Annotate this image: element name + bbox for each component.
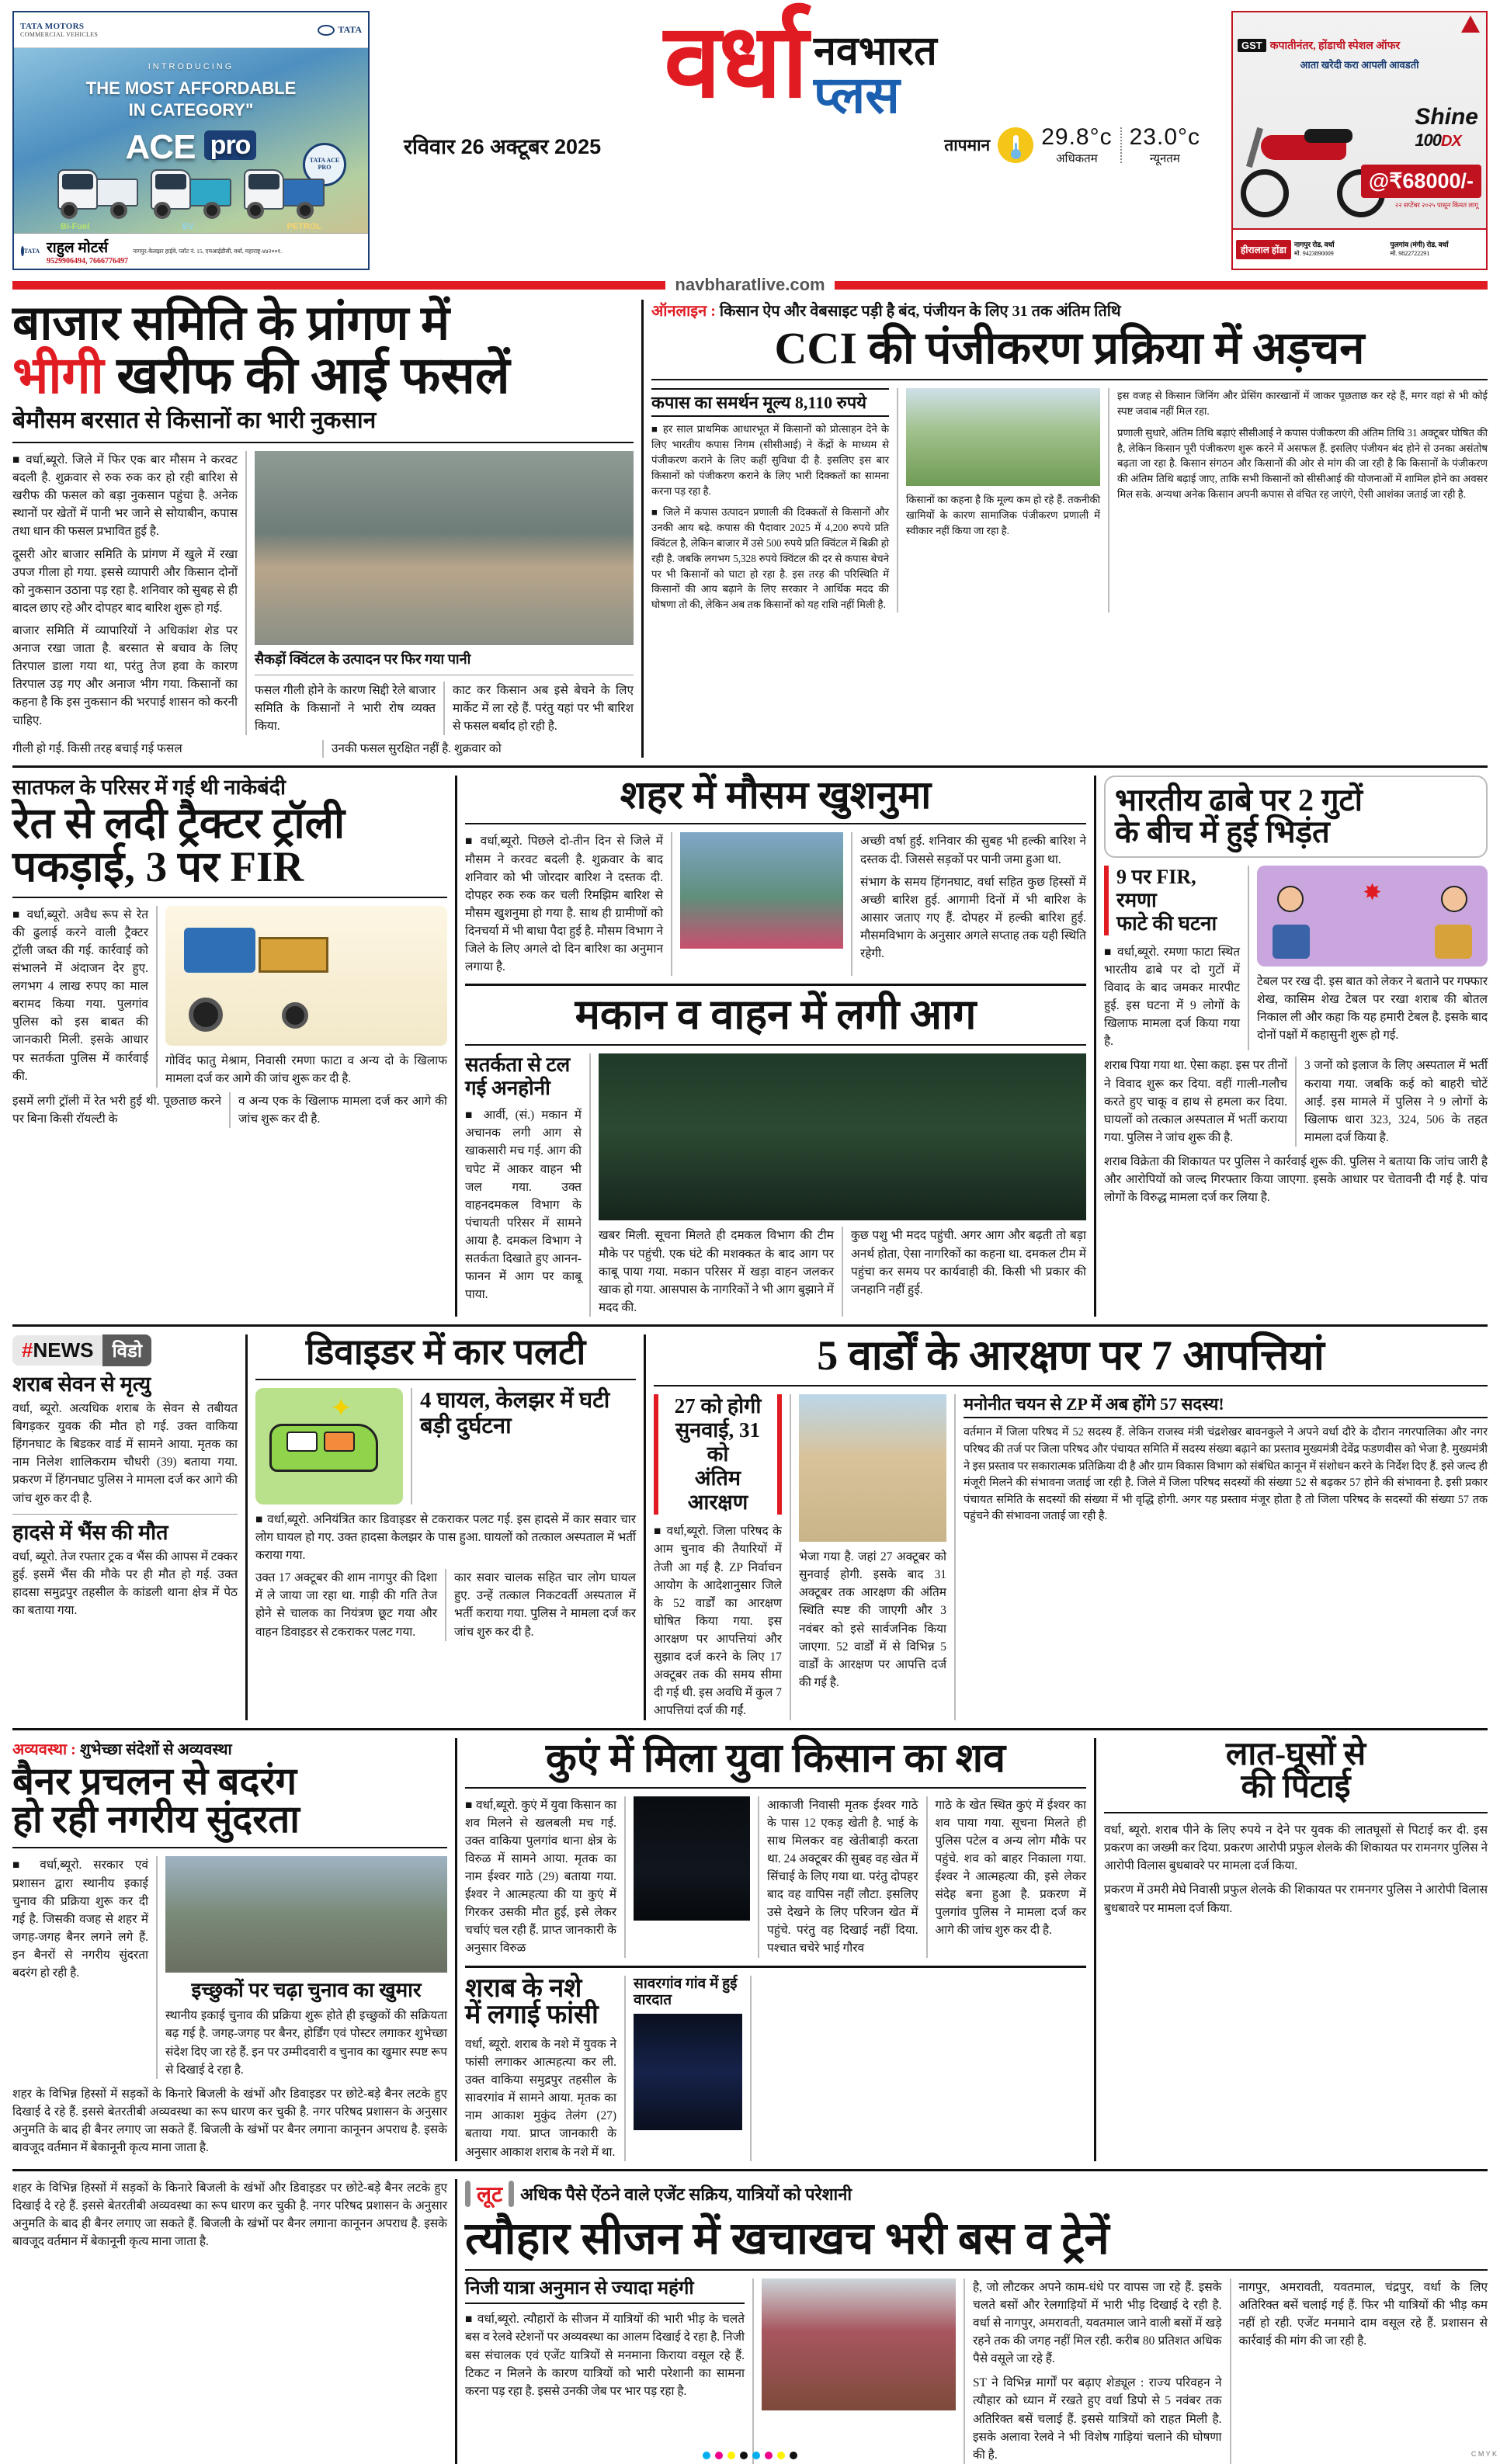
honda-price-note: २२ सप्टेंबर २०२५ पासून किंमत लागू [1394, 201, 1478, 209]
lead-para-5: काट कर किसान अब इसे बेचने के लिए मार्केट में ला रहे हैं. परंतु यहां पर भी बारिश से फसल बर्बाद हो रही है. [453, 684, 634, 734]
banner-para-4: शहर के विभिन्न हिस्सों में सड़कों के किनारे बिजली के खंभों और डिवाइडर पर छोटे-बड़े बैनर लटके हुए दिखाई दे रहे हैं. इससे बेतरतीबी अव्यवस्था का रूप धारण कर चुकी है. नगर परिषद प्रशासन के अनुसार अनुमति के बाद ही बैनर लगाए जा सकते हैं. बिजली के खंभों पर बैनर लगाना कानूनन अपराध है. इसके बावजूद वर्तमान में बेकानूनी कृत्य माना जाता है. [12, 2087, 447, 2155]
photo-rain-umbrella [680, 832, 843, 949]
ad-product-name: ACE [125, 128, 196, 166]
tata-mark [318, 24, 362, 36]
masthead [0, 0, 1500, 270]
news-item-1-title: शराब सेवन से मृत्यु [12, 1372, 151, 1396]
honda-offer-text: कपातीनंतर, होंडाची स्पेशल ऑफर [1269, 40, 1401, 52]
story-festival-travel [465, 2179, 1488, 2464]
festival-headline: त्यौहार सीजन में खचाखच भरी बस व ट्रेनें [465, 2212, 1109, 2264]
registration-marks [703, 2452, 797, 2459]
logo-plus: प्लस [814, 66, 900, 124]
tata-mark-label: TATA [338, 24, 362, 35]
story-weather-city [465, 773, 1086, 976]
photo-body-found [634, 1796, 750, 1921]
website-url[interactable]: navbharatlive.com [675, 275, 825, 294]
ad-fuel-options [14, 222, 368, 231]
well-para-1: ■ वर्धा,ब्यूरो. कुएं में युवा किसान का शव मिलने से खलबली मच गई. उक्त वाकिया पुलगांव थाना क्षेत्र के विरुळ में सामने आया. मृतक का नाम ईश्वर गाठे (29) बताया गया. ईश्वर ने आत्महत्या की या कुएं में गिरकर उसकी मौत हुई, इसे लेकर चर्चाएं चल रही हैं. प्राप्त जानकारी के अनुसार विरुळ [465, 1798, 616, 1956]
hanging-subhead: सावरगांव गांव में हुई वारदात [634, 1975, 738, 2009]
lead-para-6: गीली हो गई. किसी तरह बचाई गई फसल [12, 742, 182, 756]
gst-badge: GST [1238, 39, 1266, 52]
tata-oval-icon [318, 25, 335, 36]
festival-subhead: निजी यात्रा अनुमान से ज्यादा महंगी [465, 2278, 745, 2305]
story-beating [1104, 1738, 1488, 2161]
honda-dealer-strip [1233, 228, 1486, 269]
story-banner-clutter [12, 1738, 447, 2161]
kicks-para-1: वर्धा, ब्यूरो. शराब पीने के लिए रुपये न देने पर युवक की लातघूसों से पिटाई कर दी. इस प्रकरण का जख्मी कर दिया. प्रकरण आरोपी प्रफुल शेलके की शिकायत पर रामनगर पुलिस ने आरोपी विलास बुधबावरे पर मामला दर्ज किया. [1104, 1824, 1488, 1873]
photo-street-banners [165, 1856, 447, 1973]
block-news-video [12, 1334, 238, 1720]
well-headline: कुएं में मिला युवा किसान का शव [545, 1736, 1006, 1781]
festival-para-2: है, जो लौटकर अपने काम-धंधे पर वापस जा रहे हैं. इसके चलते बसों और रेलगाड़ियों में भारी भीड़ दिखाई दे रही है. वर्धा से नागपुर, अमरावती, यवतमाल जाने वाली बसों में खड़े रहने तक की जगह नहीं मिल रही. करीब 80 प्रतिशत अधिक पैसे वसूले जा रहे हैं. [973, 2280, 1222, 2366]
temperature-max [1041, 124, 1112, 166]
lead-headline-line1: बाजार समिति के प्रांगण में [12, 297, 450, 350]
banner-headline-2: हो रही नगरीय सुंदरता [12, 1798, 300, 1841]
wards-headline: 5 वार्डों के आरक्षण पर 7 आपत्तियां [817, 1331, 1325, 1379]
fuel-option-bifuel: Bi-Fuel [60, 222, 90, 231]
well-para-2: आकाजी निवासी मृतक ईश्वर गाठे के पास 12 एकड़ खेती है. भाई के साथ मिलकर वह खेतीबाड़ी करता था. 24 अक्टूबर की सुबह वह खेत में सिंचाई के लिए गया था. परंतु दोपहर बाद वह वापिस नहीं लौटा. इसलिए उसे देखने के लिए परिजन खेत में पहुंचे. परंतु वह दिखाई नहीं दिया. पश्चात चचेरे भाई गौरव [767, 1798, 918, 1956]
news-chip-label: #NEWS [12, 1335, 102, 1366]
dealer-address: नागपुर-केलझर हाईवे, प्लॉट नं. 15, एमआईडीसी, वर्धा, महाराष्ट्र-४४२००१. [133, 247, 283, 255]
banner-subhead: इच्छुकों पर चढ़ा चुनाव का खुमार [191, 1979, 422, 2002]
story-divider-car [255, 1331, 636, 1720]
well-para-3: गाठे के खेत स्थित कुएं में ईश्वर का शव पाया गया. सूचना मिलते ही पुलिस पटेल व अन्य लोग मौके पर पहुंचे. शव को बाहर निकाला गया. ईश्वर ने आत्महत्या की, इसे लेकर संदेह बना हुआ है. प्रकरण में पुलगांव पुलिस ने मामला दर्ज कर आगे की जांच शुरु कर दी है. [935, 1798, 1086, 1938]
tractor-headline-1: रेत से लदी ट्रैक्टर ट्रॉली [12, 799, 345, 847]
ad-tata-ace-pro[interactable] [12, 11, 370, 270]
col-well-hanging [465, 1738, 1086, 2161]
dealer-phone: 9529906494, 7666776497 [47, 257, 128, 265]
fire-para-2: खबर मिली. सूचना मिलते ही दमकल विभाग की टीम मौके पर पहुंची. एक घंटे की मशक्कत के बाद आग पर काबू पाया गया. मकान परिसर में खड़ा वाहन जलकर खाक हो गया. आसपास के नागरिकों ने भी आग बुझाने में मदद की. [599, 1229, 834, 1314]
honda-wing-logo-icon [1233, 12, 1486, 36]
temperature-max-label: अधिकतम [1056, 152, 1098, 166]
dhaba-headline-1: भारतीय ढाबे पर 2 गुटों [1115, 783, 1363, 818]
car-para-2: उक्त 17 अक्टूबर की शाम नागपुर की दिशा में ले जाया जा रहा था. गाड़ी की गति तेज होने से चालक का नियंत्रण छूट गया और वाहन डिवाइडर से टकराकर पलट गया. [255, 1571, 437, 1639]
wards-redbox-line3: अंतिम आरक्षण [687, 1466, 748, 1515]
gray-bar-icon [465, 2181, 470, 2207]
lead-headline-line2 [12, 348, 634, 405]
red-rule-left [12, 281, 665, 290]
cci-bullet-2: ■ जिले में कपास उत्पादन प्रणाली की दिक्कतों से किसानों और उनकी आय बढ़े. कपास की पैदावार 2025 में 4,200 रुपये प्रति क्विंटल है, लेकिन बाजार में उसे 500 रुपये प्रति क्विंटल में बिक्री हो रही है. जबकि लगभग 5,328 रुपये क्विंटल की दर से कपास बेचने पर भी किसानों को घाटा हो रहा है. इस तरह की परिस्थिति में किसानों की आय बढ़ाने के लिए सरकार ने आर्थिक मदद की घोषणा तो की, लेकिन अब तक किसानों को यह राशि नहीं मिली है. [651, 506, 889, 611]
logo-navbharat: नवभारत [814, 29, 937, 74]
hanging-headline-1: शराब के नशे [465, 1973, 582, 2003]
temperature-min [1130, 124, 1200, 166]
dhaba-subhead-1: 9 पर FIR, रमणा [1116, 866, 1196, 911]
publication-date: रविवार 26 अक्टूबर 2025 [404, 134, 602, 158]
ad-product-badge: pro [204, 130, 257, 160]
divider [12, 442, 634, 443]
cci-box-title: कपास का समर्थन मूल्य 8,110 रुपये [651, 388, 889, 417]
row-festival [12, 2179, 1488, 2464]
dhaba-para-3: शराब पिया गया था. ऐसा कहा. इस पर तीनों ने विवाद शुरू कर दिया. वहीं गाली-गलौच करते हुए चाकू व हाथ से हमला कर दिया. घायलों को तत्काल अस्पताल में भर्ती कराया गया. पुलिस ने जांच शुरू की है. [1104, 1059, 1287, 1144]
photo-flooded-market [255, 451, 634, 645]
dhaba-para-4: 3 जनों को इलाज के लिए अस्पताल में भर्ती कराया गया. जबकि कई को बाहरी चोटें आईं. इस मामले में पुलिस ने 9 लोगों के खिलाफ धारा 323, 324, 506 के तहत मामला दर्ज किया है. [1304, 1059, 1488, 1144]
temperature-divider [1120, 127, 1122, 163]
tata-motors-logo [20, 22, 98, 39]
wards-redbox [654, 1394, 782, 1515]
cci-headline: CCI की पंजीकरण प्रक्रिया में अड़चन [774, 323, 1365, 373]
story-house-vehicle-fire [465, 991, 1086, 1317]
ad-tata-header [14, 12, 368, 48]
page-content [0, 295, 1500, 2464]
tata-motors-label: TATA MOTORS [20, 21, 85, 31]
story-hanging [465, 1973, 1086, 2161]
lead-headline-rest: खरीफ की आई फसलें [116, 348, 510, 405]
banner-kicker [12, 1738, 447, 1759]
story-ward-reservation [654, 1331, 1488, 1720]
weather-para-2: अच्छी वर्षा हुई. शनिवार की सुबह भी हल्की बारिश ने दस्तक दी. जिससे सड़कों पर पानी जमा हुआ था. [860, 835, 1086, 866]
kicks-headline-1: लात-घूसों से [1225, 1736, 1366, 1772]
dhaba-headline-box [1104, 776, 1488, 858]
weather-para-3: संभाग के समय हिंगनघाट, वर्धा सहित कुछ हिस्सों में अच्छी बारिश हुई. आगामी दिनों में भी बारिश के आसार जताए गए हैं. दोपहर में हल्की बारिश हुई. मौसमविभाग के अनुसार अगले सप्ताह तक यही स्थिति रहेगी. [860, 875, 1086, 961]
masthead-center [377, 4, 1224, 270]
zp-side-para: वर्तमान में जिला परिषद में 52 सदस्य हैं. लेकिन राजस्व मंत्री चंद्रशेखर बावनकुले ने अपने वर्धा दौरे के दौरान नगरपालिका और नगर परिषद की तर्ज पर जिला परिषद और पंचायत समिति में सदस्य संख्या बढ़ाने का प्रस्ताव मुख्यमंत्री देवेंद्र फडणवीस को भेजा है. मुख्यमंत्री ने इस प्रस्ताव पर सकारात्मक प्रतिक्रिया दी है और ग्राम विकास विभाग को संबंधित कानून में संशोधन करने के निर्देश दिए हैं. इसे जल्द ही मंजूरी मिलने की संभावना जताई जा रही है. जिले में जिला परिषद सदस्यों की संख्या 52 से बढ़कर 57 होने की संभावना है. इसी प्रकार पंचायत समिति के सदस्यों की संख्या में भी वृद्धि होगी. अगर यह प्रस्ताव मंजूर होता है तो जिला परिषद के सदस्यों की संख्या 57 तक पहुंचने की संभावना जताई जा रही है. [964, 1426, 1488, 1523]
story-farmer-well [465, 1738, 1086, 1958]
tractor-para-2: गोविंद फातु मेश्राम, निवासी रमणा फाटा व अन्य दो के खिलाफ मामला दर्ज कर आगे की जांच शुरू कर दी है. [165, 1053, 447, 1085]
news-item-2-title: हादसे में भैंस की मौत [12, 1520, 168, 1544]
banner-para-3: स्थानीय इकाई चुनाव की प्रक्रिया शुरू होते ही इच्छुकों की सक्रियता बढ़ गई है. जगह-जगह पर बैनर, होर्डिंग एवं पोस्टर लगाकर शुभेच्छा संदेश दिए जा रहे हैं. इन पर उम्मीदवारी व चुनाव का खुमार स्पष्ट रूप से दिखाई दे रहा है. [165, 2009, 447, 2077]
photo-burnt-house [599, 1053, 1086, 1220]
temperature-widget [944, 124, 1200, 166]
ad-dealer-strip [14, 233, 368, 269]
ad-honda-shine[interactable] [1231, 11, 1488, 270]
banner-para-1: ■ वर्धा,ब्यूरो. सरकार एवं प्रशासन द्वारा स्थानीय इकाई चुनाव की प्रक्रिया शुरू कर दी गई है. जिसकी वजह से शहर में जगह-जगह बैनर लगने लगे हैं. इन बैनरों से नगरीय सुंदरता बदरंग हो रही है. [12, 1858, 148, 1980]
banner-headline-1: बैनर प्रचलन से बदरंग [12, 1759, 297, 1803]
ad-seal-badge: TATA ACE PRO [303, 143, 346, 186]
dealer-name: राहुल मोटर्स [47, 240, 109, 256]
temperature-max-value: 29.8°c [1041, 124, 1113, 151]
newspaper-logo [664, 4, 937, 124]
festival-para-1: ■ वर्धा,ब्यूरो. त्यौहारों के सीजन में यात्रियों की भारी भीड़ के चलते बस व रेलवे स्टेशनों पर अव्यवस्था का आलम दिखाई दे रहा है. निजी बस संचालक एवं एजेंट यात्रियों से मनमाना किराया वसूल रहे हैं. टिकट न मिलने के कारण यात्रियों को भारी परेशानी का सामना करना पड़ रहा है. इससे उनकी जेब पर भार पड़ रहा है. [465, 2313, 745, 2398]
cci-kicker-text: किसान ऐप और वेबसाइट पड़ी है बंद, पंजीयन के लिए 31 तक अंतिम तिथि [719, 303, 1121, 320]
cci-bullet-4: इस वजह से किसान जिनिंग और प्रेसिंग कारखानों में जाकर पूछताछ कर रहे हैं, मगर वहां से भी कोई स्पष्ट जवाब नहीं मिल रहा. [1117, 390, 1488, 417]
dhaba-para-1: ■ वर्धा,ब्यूरो. रमणा फाटा स्थित भारतीय ढाबे पर दो गुटों में विवाद के बाद जमकर मारपीट हुई. इस घटना में 9 लोगों के खिलाफ मामला दर्ज किया गया है. [1104, 945, 1240, 1049]
wards-para-2: भेजा गया है. जहां 27 अक्टूबर को सुनवाई होगी. इसके बाद 31 अक्टूबर तक आरक्षण की अंतिम स्थिति स्पष्ट की जाएगी और 3 नवंबर को इसे सार्वजनिक किया जाएगा. 52 वार्डों में से विभिन्न 5 वार्डों के आरक्षण पर आपत्ति दर्ज की गई है. [799, 1550, 946, 1689]
truck-icon [53, 152, 143, 224]
red-rule-right [835, 281, 1488, 290]
truck-icon [239, 152, 329, 224]
photo-zilla-parishad [799, 1394, 946, 1542]
tractor-headline-2: पकड़ाई, 3 पर FIR [12, 842, 304, 890]
ad-line-2: IN CATEGORY" [128, 99, 254, 120]
dhaba-subhead-2: फाटे की घटना [1116, 911, 1217, 935]
festival-left-spacer [12, 2179, 447, 2464]
fuel-option-ev: EV [182, 222, 194, 231]
kicks-para-2: प्रकरण में उमरी मेघे निवासी प्रफुल शेलके की शिकायत पर रामनगर पुलिस ने आरोपी विलास बुधबावरे पर मामला दर्ज किया. [1104, 1883, 1488, 1915]
hanging-headline-2: में लगाई फांसी [465, 2001, 599, 2030]
car-para-3: कार सवार चालक सहित चार लोग घायल हुए. उन्हें तत्काल निकटवर्ती अस्पताल में भर्ती कराया गया. पुलिस ने मामला दर्ज कर जांच शुरु कर दी है. [454, 1571, 636, 1639]
date-temperature-row [377, 120, 1224, 166]
banner-kicker-text: शुभेच्छा संदेशों से अव्यवस्था [79, 1740, 232, 1758]
photo-crowded-bus [762, 2278, 956, 2410]
motorcycle-icon [1239, 106, 1387, 222]
row-fourth [12, 1738, 1488, 2161]
row-third [12, 1331, 1488, 1720]
temperature-min-value: 23.0°c [1129, 124, 1200, 151]
lead-para-1: ■ वर्धा,ब्यूरो. जिले में फिर एक बार मौसम ने करवट बदली है. शुक्रवार से रुक रुक कर हो रही बारिश से खरीफ की फसल को बड़ा नुकसान पहुंचा है. अनेक स्थानों पर खेतों में पानी भर जाने से सोयाबीन, कपास तथा धान की फसल प्रभावित हुई है. [12, 453, 238, 539]
ad-truck-illustration [14, 138, 368, 224]
tata-dealer-logo-icon: TATA [19, 248, 42, 255]
tractor-para-3: इसमें लगी ट्रॉली में रेत भरी हुई थी. पूछताछ करने पर बिना किसी रॉयल्टी के [12, 1094, 221, 1126]
honda-branch-2: पुलगांव (मंगी) रोड, वर्धा मो. 9822722291 [1390, 240, 1449, 257]
hash-icon: # [22, 1338, 33, 1362]
wards-para-1: ■ वर्धा,ब्यूरो. जिला परिषद के आम चुनाव की तैयारियों में तेजी आ गई है. ZP निर्वाचन आयोग के आदेशानुसार जिले के 52 वार्डों का आरक्षण घोषित किया गया. इस आरक्षण पर आपत्तियां और सुझाव दर्ज करने के लिए 17 अक्टूबर तक की समय सीमा दी गई थी. इस अवधि में कुल 7 आपत्तियां दर्ज की गईं. [654, 1525, 782, 1718]
photo-caption-market: सैकड़ों क्विंटल के उत्पादन पर फिर गया पानी [255, 651, 471, 668]
photo-cotton-field [906, 388, 1100, 486]
gray-bar-icon [509, 2181, 514, 2207]
cartoon-overturned-car: ✦ [255, 1388, 403, 1504]
cci-bullet-5: प्रणाली सुधारे, अंतिम तिथि बढ़ाएं सीसीआई ने कपास पंजीकरण की अंतिम तिथि 31 अक्टूबर घोषित की है, लेकिन किसान पूरी पंजीकरण शुरू करने में असफल हैं. इसलिए पंजीयन बंद होने से उनका असंतोष बढ़ता जा रहा है. किसान संगठन और किसानों की ओर से मांग की जा रही है कि किसानों के पंजीकरण की अंतिम तिथि बढ़ाई जाए, ताकि सभी किसानों को सीसीआई की योजनाओं में शामिल होने का अवसर मिल सके. अन्यथा अनेक किसान अपनी कपास से वंचित रह जाएंगे, ऐसी आशंका जताई जा रही है. [1117, 426, 1488, 500]
honda-offer-sub: आता खरेदी करा आपली आवडती [1300, 59, 1419, 71]
story-cci-registration [651, 300, 1488, 758]
story-tractor-sand [12, 776, 447, 1317]
story-market-crops [12, 297, 634, 758]
lead-para-3: बाजार समिति में व्यापारियों ने अधिकांश शेड पर अनाज रखा जाता है. बरसात से बचाव के लिए तिरपाल डाला गया था, परंतु तेज हवा के कारण तिरपाल उड़ गए और अनाज भीग गया. किसानों का कहना है कि इस नुकसान की भरपाई शासन को करनी चाहिए. [12, 624, 238, 727]
hanging-para-1: वर्धा, ब्यूरो. शराब के नशे में युवक ने फांसी लगाकर आत्महत्या कर ली. उक्त वाकिया समुद्रपुर तहसील के सावरगांव में सामने आया. मृतक का नाम आकाश मुकुंद तेलंग (27) बताया गया. प्राप्त जानकारी के अनुसार आकाश शराब के नशे में था. [465, 2037, 616, 2159]
banner-para-4-cont: शहर के विभिन्न हिस्सों में सड़कों के किनारे बिजली के खंभों और डिवाइडर पर छोटे-बड़े बैनर लटके हुए दिखाई दे रहे हैं. इससे बेतरतीबी अव्यवस्था का रूप धारण कर चुकी है. नगर परिषद प्रशासन के अनुसार अनुमति के बाद ही बैनर लगाए जा सकते हैं. बिजली के खंभों पर बैनर लगाना कानूनन अपराध है. इसके बावजूद वर्तमान में बेकानूनी कृत्य माना जाता है. [12, 2181, 447, 2248]
lead-subheadline: बेमौसम बरसात से किसानों का भारी नुकसान [12, 407, 377, 433]
news-video-chip[interactable] [12, 1334, 151, 1366]
honda-model-name: Shine 100DX [1415, 104, 1478, 150]
tractor-para-4: व अन्य एक के खिलाफ मामला दर्ज कर आगे की जांच शुरू कर दी है. [238, 1094, 447, 1126]
lead-headline-highlight: भीगी [12, 348, 104, 405]
lead-para-4: फसल गीली होने के कारण सिद्दी रेले बाजार समिति के किसानों ने भारी रोष व्यक्त किया. [255, 684, 436, 734]
lead-para-7: उनकी फसल सुरक्षित नहीं है. शुक्रवार को [332, 742, 502, 756]
banner-kicker-tag: अव्यवस्था : [12, 1740, 76, 1758]
temperature-min-label: न्यूनतम [1149, 152, 1180, 166]
col-weather-fire [465, 773, 1086, 1317]
weather-headline: शहर में मौसम खुशनुमा [620, 773, 932, 817]
wards-redbox-line1: 27 को होगी [674, 1394, 762, 1418]
ad-intro-label: INTRODUCING [148, 62, 234, 71]
cci-kicker [651, 300, 1488, 321]
festival-kicker: अधिक पैसे ऐंठने वाले एजेंट सक्रिय, यात्रियों को परेशानी [520, 2184, 852, 2204]
car-para-1: ■ वर्धा,ब्यूरो. अनियंत्रित कार डिवाइडर से टकराकर पलट गई. इस हादसे में कार सवार चार लोग घायल हो गए. उक्त हादसा केलझर के पास हुआ. घायलों को तत्काल अस्पताल में भर्ती कराया गया. [255, 1512, 636, 1563]
news-item-2-text: वर्धा, ब्यूरो. तेज रफ्तार ट्रक व भैंस की आपस में टक्कर हुई. इसमें भैंस की मौके पर ही मौत हो गई. उक्त हादसा समुद्रपुर तहसील के कांडली थाना क्षेत्र में पेठ का बताया गया. [12, 1550, 238, 1618]
fire-para-1: ■ आर्वी, (सं.) मकान में अचानक लगी आग से खाकसारी मच गई. आग की चपेट में आकर वाहन भी जल गया. उक्त वाहनदमकल विभाग के पंचायती परिसर में सामने आया है. दमकल विभाग ने सतर्कता दिखाते हुए आनन-फानन में आग पर काबू पाया. [465, 1109, 582, 1302]
zp-side-headline: मनोनीत चयन से ZP में अब होंगे 57 सदस्य! [964, 1394, 1488, 1418]
temperature-label: तापमान [944, 137, 991, 155]
video-chip-label: विडो [102, 1334, 151, 1366]
news-item-1-text: वर्धा, ब्यूरो. अत्यधिक शराब के सेवन से तबीयत बिगड़कर युवक की मौत हो गई. उक्त वाकिया हिंगनघाट के बिडकर वार्ड में सामने आया. मृतक का नाम निलेश शालिकराम चौधरी (39) बताया गया. प्रकरण में हिंगनघाट पुलिस ने मामला दर्ज कर आगे की जांच शुरु कर दी है. [12, 1402, 238, 1505]
honda-price: @₹68000/- [1361, 165, 1481, 198]
photo-hanging-illustration [634, 2014, 742, 2130]
thermometer-icon [998, 127, 1033, 163]
dhaba-para-2: टेबल पर रख दी. इस बात को लेकर ने बताने पर गफ्फार शेख, कासिम शेख टेबल पर रखा शराब की बोतल निकाल ली और कहा कि यह हमारी टेबल है. इसके बाद दोनों पक्षों में कहासुनी शुरू हो गई. [1257, 975, 1488, 1043]
row-second [12, 773, 1488, 1317]
story-dhaba-clash [1104, 776, 1488, 1317]
logo-wardha: वर्धा [664, 4, 807, 118]
truck-icon [146, 152, 236, 224]
kicks-headline-2: की पिटाई [1241, 1769, 1351, 1806]
festival-chip-tag: लूट [477, 2182, 503, 2207]
weather-para-1: ■ वर्धा,ब्यूरो. पिछले दो-तीन दिन से जिले में मौसम ने करवट बदली है. शुक्रवार के बाद शनिवार को भी जोरदार बारिश ने दस्तक दी. दोपहर रुक रुक कर चली रिमझिम बारिश से मौसम खुशनुमा हो गया है. साथ ही ग्रामीणों को दिनचर्या में भी बाधा पैदा हुई है. मौसम विभाग ने जिले के लिए अगले दो दिन बारिश का अनुमान लगाया है. [465, 835, 663, 974]
tractor-para-1: ■ वर्धा,ब्यूरो. अवैध रूप से रेत की ढुलाई करने वाली ट्रैक्टर ट्रॉली जब्त की गई. कार्रवाई को संभालने में अंदाजन देर हुए. लगभग 4 लाख रुपए का माल बरामद किया गया. पुलगांव पुलिस को इस बाबत की जानकारी मिली. इसके आधार पर सतर्कता पुलिस में कार्रवाई की. [12, 908, 148, 1083]
dhaba-headline-2: के बीच में हुई भिड़ंत [1115, 814, 1330, 850]
lead-para-2: दूसरी ओर बाजार समिति के प्रांगण में खुले में रखा उपज गीला हो गया. इससे व्यापारी और किसान दोनों को नुकसान उठाना पड़ रहा है. शनिवार को सुबह से ही बादल छाए रहे और दोपहर बाद बारिश शुरू हो गई. [12, 547, 238, 615]
fuel-option-petrol: PETROL [286, 222, 322, 231]
tractor-kicker: सातफल के परिसर में गई थी नाकेबंदी [12, 776, 286, 800]
cci-bullet-1: ■ हर साल प्राथमिक आधारभूत में किसानों को प्रोत्साहन देने के लिए भारतीय कपास निगम (सीसीआई) ने केंद्रों के माध्यम से पंजीकरण कराने के लिए कहीं सुविधा दी है. इसलिए इस बार किसानों को पंजीकरण कराने के लिए भारी दिक्कतों का सामना करना पड़ रहा है. [651, 423, 889, 497]
cci-bullet-3: किसानों का कहना है कि मूल्य कम हो रहे हैं. तकनीकी खामियों के कारण सामाजिक पंजीकरण प्रणाली में स्वीकार नहीं किया जा रहा है. [906, 494, 1100, 536]
row-lead [12, 297, 1488, 758]
ad-line-1: THE MOST AFFORDABLE [85, 78, 297, 98]
cartoon-fight: ✸ [1257, 866, 1488, 967]
cmyk-label: C M Y K [1470, 2450, 1497, 2458]
dhaba-subhead-block [1104, 866, 1240, 935]
wards-redbox-line2: सुनवाई, 31 को [675, 1418, 760, 1466]
festival-para-3: ST ने विभिन्न मार्गों पर बढ़ाए शेड्यूल : राज्य परिवहन ने त्यौहार को ध्यान में रखते हुए वर्धा डिपो से 5 नवंबर तक अतिरिक्त बसें चलाई हैं. इससे यात्रियों को राहत मिली है. इसके अलावा रेलवे ने भी विशेष गाड़ियां चलाने की घोषणा की है. [973, 2376, 1222, 2462]
festival-kicker-row [465, 2179, 872, 2209]
tata-motors-sub: COMMERCIAL VEHICLES [20, 31, 99, 39]
honda-branch-1: नागपुर रोड, वर्धा मो. 9423890009 [1293, 240, 1335, 257]
dhaba-para-5: शराब विक्रेता की शिकायत पर पुलिस ने कार्रवाई शुरू की. पुलिस ने बताया कि जांच जारी है और आरोपियों को जल्द गिरफ्तार किया जाएगा. इसके आधार पर चेतावनी दी गई है. पांच लोगों के विरुद्ध मामला दर्ज कर लिया है. [1104, 1154, 1488, 1205]
car-subhead: 4 घायल, केलझर में घटी बड़ी दुर्घटना [420, 1387, 610, 1439]
fire-para-3: कुछ पशु भी मदद पहुंची. अगर आग और बढ़ती तो बड़ा अनर्थ होता, ऐसा नागरिकों का कहना था. दमकल टीम में पहुंचा कर समय पर कार्यवाही की. किसी भी प्रकार की जनहानि नहीं हुई. [851, 1229, 1086, 1296]
cartoon-tractor-trolley [165, 906, 447, 1046]
cci-kicker-tag: ऑनलाइन : [651, 303, 716, 320]
masthead-rule [0, 270, 1500, 295]
car-headline: डिवाइडर में कार पलटी [305, 1331, 586, 1372]
fire-headline: मकान व वाहन में लगी आग [575, 991, 977, 1039]
honda-dealer-name: हीरालाल होंडा [1236, 240, 1291, 259]
festival-para-4: नागपुर, अमरावती, यवतमाल, चंद्रपुर, वर्धा के लिए अतिरिक्त बसें चलाई गई हैं. फिर भी यात्रियों की भीड़ कम नहीं हो रही. एजेंट मनमाने दाम वसूल रहे हैं. प्रशासन से कार्रवाई की मांग की जा रही है. [1238, 2280, 1488, 2348]
fire-subhead: सतर्कता से टल गई अनहोनी [465, 1053, 571, 1100]
